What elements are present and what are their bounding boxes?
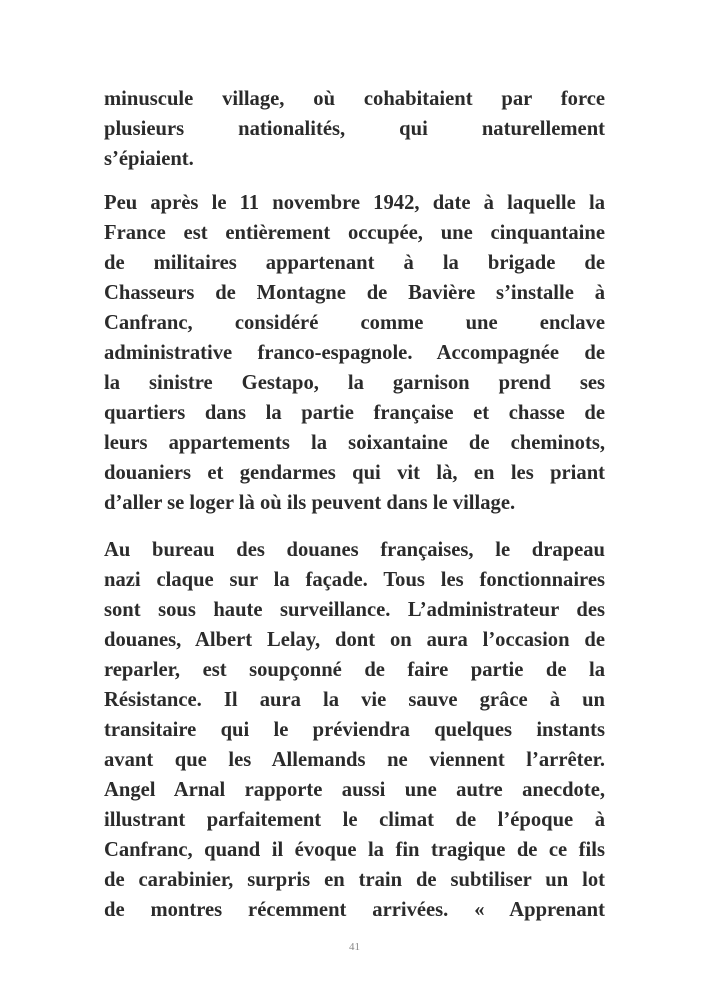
- text-line: Peu après le 11 novembre 1942, date à laquelle la: [104, 192, 605, 214]
- paragraph-1: [104, 84, 605, 174]
- text-line: Chasseurs de Montagne de Bavière s’installe à: [104, 282, 605, 304]
- text-line: administrative franco-espagnole. Accompagnée de: [104, 342, 605, 364]
- text-line: s’épiaient.: [104, 148, 194, 170]
- text-line: avant que les Allemands ne viennent l’arrêter.: [104, 749, 605, 771]
- text-line: reparler, est soupçonné de faire partie de la: [104, 659, 605, 681]
- text-line: nazi claque sur la façade. Tous les fonctionnaires: [104, 569, 605, 591]
- text-line: illustrant parfaitement le climat de l’époque à: [104, 809, 605, 831]
- text-line: la sinistre Gestapo, la garnison prend ses: [104, 372, 605, 394]
- text-line: plusieurs nationalités, qui naturellement: [104, 118, 605, 140]
- text-line: Angel Arnal rapporte aussi une autre anecdote,: [104, 779, 605, 801]
- text-line: minuscule village, où cohabitaient par force: [104, 88, 605, 110]
- text-line: quartiers dans la partie française et chasse de: [104, 402, 605, 424]
- text-line: d’aller se loger là où ils peuvent dans le village.: [104, 492, 516, 514]
- paragraph-3: [104, 535, 605, 925]
- text-line: douaniers et gendarmes qui vit là, en les priant: [104, 462, 605, 484]
- text-line: Résistance. Il aura la vie sauve grâce à un: [104, 689, 605, 711]
- text-line: sont sous haute surveillance. L’administrateur des: [104, 599, 605, 621]
- text-line: douanes, Albert Lelay, dont on aura l’occasion de: [104, 629, 605, 651]
- text-line: France est entièrement occupée, une cinquantaine: [104, 222, 605, 244]
- text-line: Canfranc, quand il évoque la fin tragique de ce fils: [104, 839, 605, 861]
- text-line: Au bureau des douanes françaises, le drapeau: [104, 539, 605, 561]
- paragraph-2: [104, 188, 605, 518]
- text-line: de montres récemment arrivées. « Apprenant: [104, 899, 605, 921]
- text-line: de militaires appartenant à la brigade de: [104, 252, 605, 274]
- text-line: leurs appartements la soixantaine de cheminots,: [104, 432, 605, 454]
- text-line: transitaire qui le préviendra quelques instants: [104, 719, 605, 741]
- text-line: de carabinier, surpris en train de subtiliser un lot: [104, 869, 605, 891]
- page-number: 41: [349, 941, 360, 953]
- text-line: Canfranc, considéré comme une enclave: [104, 312, 605, 334]
